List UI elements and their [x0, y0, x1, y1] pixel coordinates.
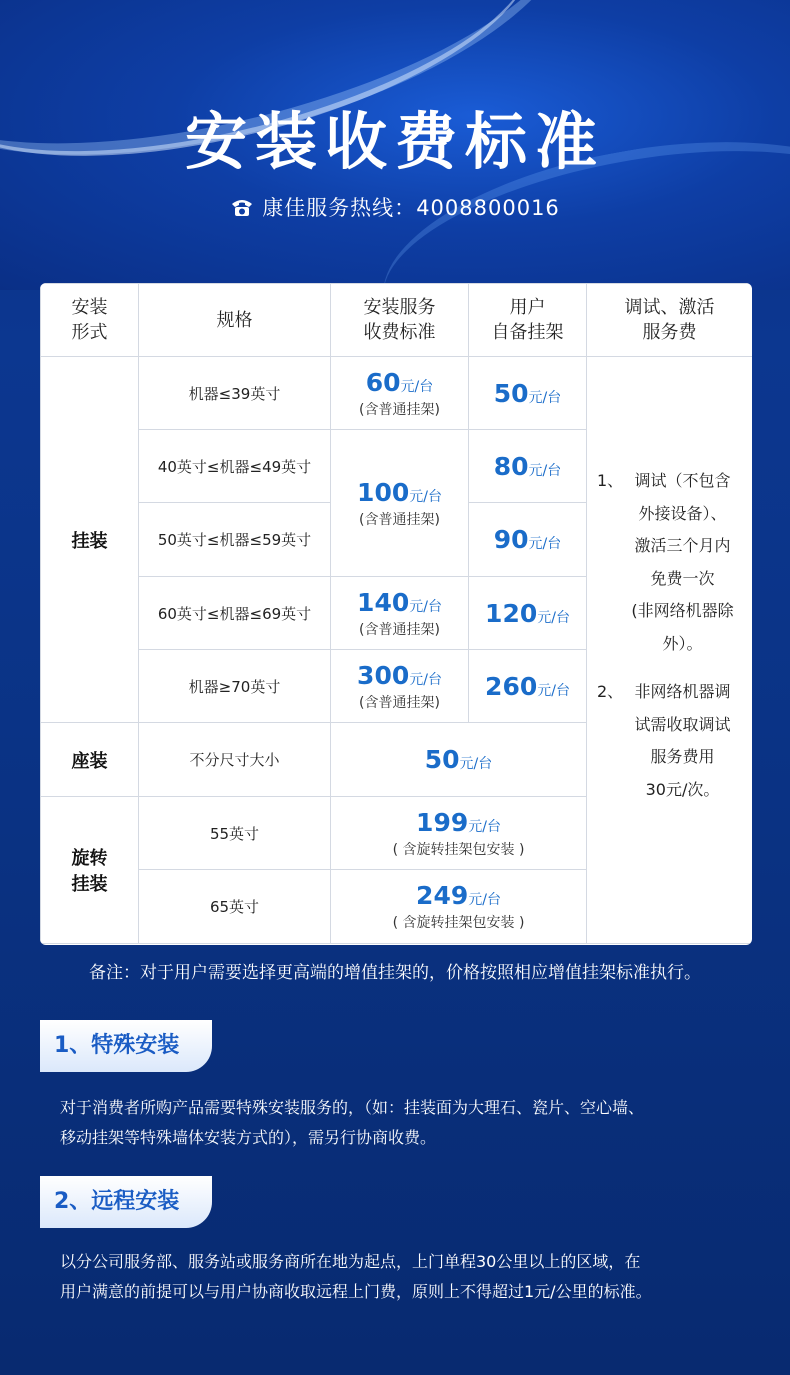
price-note: ( 含旋转挂架包安装 ) — [392, 841, 525, 858]
price-note: ( 含旋转挂架包安装 ) — [392, 915, 525, 931]
price-unit: 元/台 — [409, 488, 442, 505]
service-price-cell — [331, 357, 469, 430]
table-header-row — [41, 284, 753, 357]
page-title: 安装收费标准 — [184, 105, 605, 178]
phone-icon — [230, 196, 254, 218]
fee-table — [40, 283, 752, 944]
table-row — [41, 357, 753, 430]
price-unit: 元/台 — [528, 536, 562, 552]
price-value: 80 — [493, 451, 529, 481]
user-price-cell — [469, 577, 587, 650]
price-value: 249 — [416, 881, 469, 910]
spec-cell: 55英寸 — [139, 797, 331, 870]
hotline-number[interactable]: 4008800016 — [416, 196, 560, 220]
price-unit: 元/台 — [468, 892, 501, 908]
price-unit: 元/台 — [409, 671, 442, 688]
form-seat-mount: 座装 — [41, 723, 139, 797]
section-text-special-install: 对于消费者所购产品需要特殊安装服务的，（如：挂装面为大理石、瓷片、空心墙、 移动挂架等特殊墙体安装方式的），需另行协商收费。 — [60, 1098, 645, 1147]
price-note: (含普通挂架) — [359, 511, 440, 528]
price-unit: 元/台 — [537, 609, 570, 626]
service-price-cell — [331, 650, 469, 723]
price-unit: 元/台 — [409, 598, 442, 615]
price-value: 60 — [365, 367, 401, 397]
spec-cell: 40英寸≤机器≤49英寸 — [139, 430, 331, 503]
user-price-cell — [469, 503, 587, 577]
price-value: 140 — [357, 587, 410, 617]
debug-note-2: 2、 非网络机器调 试需收取调试 服务费用 30元/次。 — [597, 682, 731, 799]
hotline-label: 康佳服务热线： — [262, 196, 417, 220]
section-tag-special-install: 1、特殊安装 — [40, 1020, 212, 1072]
header-debug-fee: 调试、激活 服务费 — [587, 284, 753, 357]
price-value: 90 — [493, 525, 529, 554]
section-text-remote-install: 以分公司服务部、服务站或服务商所在地为起点，上门单程30公里以上的区域，在 用户满意的前提可以与用户协商收取远程上门费，原则上不得超过1元/公里的标准。 — [60, 1252, 652, 1301]
fee-table-card — [40, 283, 752, 945]
user-price-cell — [469, 430, 587, 503]
price-note: (含普通挂架) — [359, 694, 440, 711]
spec-cell: 机器≥70英寸 — [139, 650, 331, 723]
spec-cell: 50英寸≤机器≤59英寸 — [139, 503, 331, 577]
price-unit: 元/台 — [537, 682, 570, 699]
remark-note: 备注：对于用户需要选择更高端的增值挂架的，价格按照相应增值挂架标准执行。 — [89, 963, 701, 983]
spec-cell: 60英寸≤机器≤69英寸 — [139, 577, 331, 650]
rotate-price-cell — [331, 870, 587, 944]
price-value: 199 — [416, 807, 469, 837]
price-unit: 元/台 — [468, 818, 501, 835]
price-value: 120 — [485, 598, 538, 628]
header-form: 安装 形式 — [41, 284, 139, 357]
header-service-fee: 安装服务 收费标准 — [331, 284, 469, 357]
section-tag-remote-install: 2、远程安装 — [40, 1176, 212, 1228]
header-spec: 规格 — [139, 284, 331, 357]
spec-cell: 65英寸 — [139, 870, 331, 944]
price-note: (含普通挂架) — [359, 401, 440, 418]
form-rotate-mount: 旋转 挂装 — [41, 797, 139, 944]
user-price-cell — [469, 650, 587, 723]
price-unit: 元/台 — [528, 462, 562, 479]
price-unit: 元/台 — [528, 389, 562, 406]
rotate-price-cell — [331, 797, 587, 870]
price-unit: 元/台 — [459, 756, 493, 772]
debug-fee-cell — [587, 357, 753, 944]
service-price-cell — [331, 577, 469, 650]
price-value: 300 — [357, 660, 410, 690]
price-value: 50 — [424, 745, 460, 774]
price-value: 100 — [357, 477, 410, 507]
price-unit: 元/台 — [400, 378, 434, 395]
user-price-cell — [469, 357, 587, 430]
price-note: (含普通挂架) — [359, 621, 440, 638]
seat-price-cell — [331, 723, 587, 797]
hotline — [0, 192, 790, 222]
service-price-cell — [331, 430, 469, 577]
spec-cell: 不分尺寸大小 — [139, 723, 331, 797]
price-value: 50 — [493, 378, 529, 408]
header-user-bracket: 用户 自备挂架 — [469, 284, 587, 357]
price-value: 260 — [485, 671, 538, 701]
debug-note-1: 1、 调试（不包含 外接设备）、 激活三个月内 免费一次 (非网络机器除 外）。 — [597, 471, 734, 653]
spec-cell: 机器≤39英寸 — [139, 357, 331, 430]
form-wall-mount: 挂装 — [41, 357, 139, 723]
